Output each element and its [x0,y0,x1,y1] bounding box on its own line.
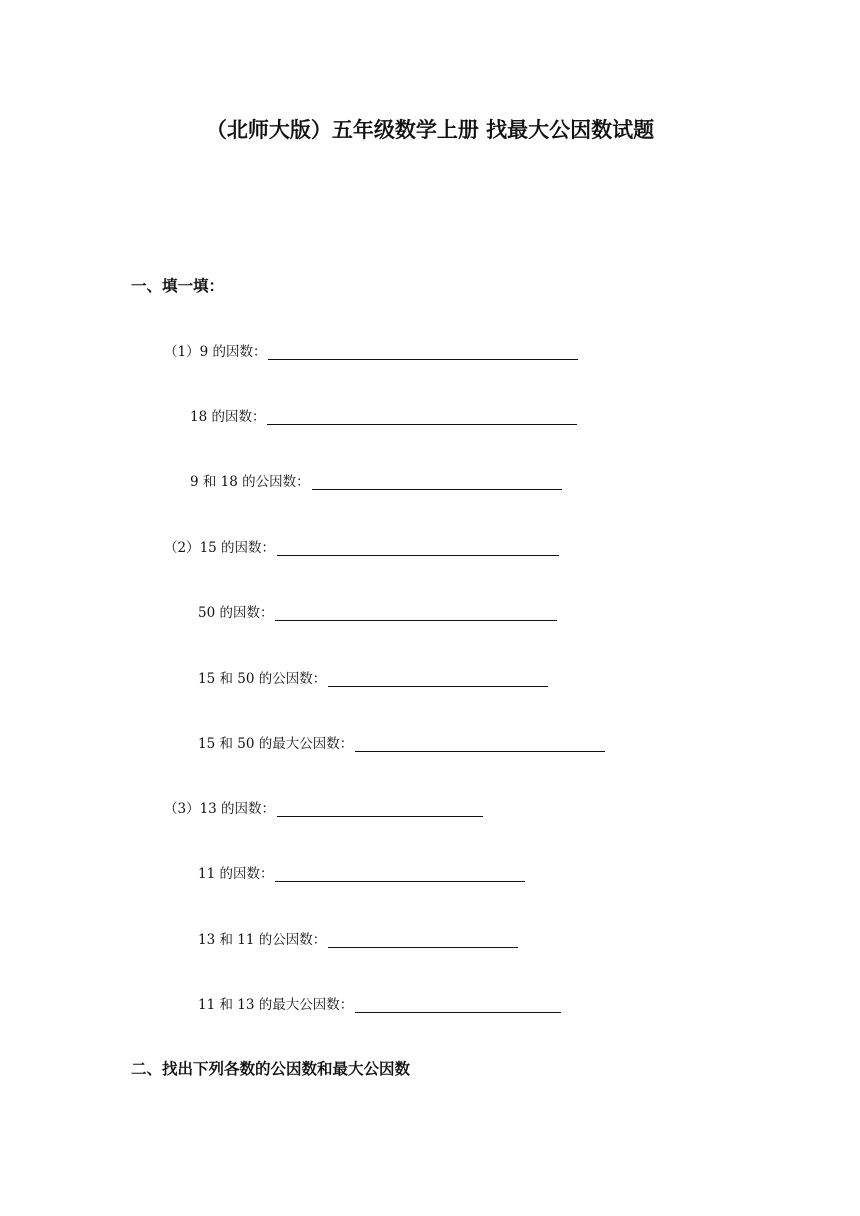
q1-common-factors [190,470,562,490]
q1-factors-of-18-blank[interactable] [267,410,577,425]
q2-common-factors [198,667,548,687]
q2-factors-of-15-label: （2）15 的因数： [164,540,276,556]
q3-factors-of-11 [198,862,525,882]
q2-factors-of-50-blank[interactable] [275,606,557,621]
q2-factors-of-50-label: 50 的因数： [198,605,274,621]
q2-greatest-common-factor [198,732,605,752]
q3-greatest-common-factor-blank[interactable] [355,998,561,1013]
q1-common-factors-label: 9 和 18 的公因数： [190,474,310,490]
q1-common-factors-blank[interactable] [312,475,562,490]
q3-factors-of-11-label: 11 的因数： [198,866,274,882]
q3-factors-of-13-label: （3）13 的因数： [164,801,276,817]
q3-factors-of-11-blank[interactable] [275,867,525,882]
document-title: （北师大版）五年级数学上册 找最大公因数试题 [205,118,655,142]
q3-greatest-common-factor [198,993,561,1013]
q2-greatest-common-factor-label: 15 和 50 的最大公因数： [198,736,354,752]
section-1-heading: 一、填一填： [131,277,225,295]
q2-common-factors-blank[interactable] [328,672,548,687]
q1-factors-of-9-label: （1）9 的因数： [164,344,267,360]
q3-common-factors-blank[interactable] [328,933,518,948]
q2-common-factors-label: 15 和 50 的公因数： [198,671,327,687]
q2-greatest-common-factor-blank[interactable] [355,737,605,752]
q1-factors-of-18-label: 18 的因数： [190,409,266,425]
q1-factors-of-9-blank[interactable] [268,345,578,360]
q3-common-factors [198,928,518,948]
q1-factors-of-18 [190,405,577,425]
q1-factors-of-9 [164,340,578,360]
q3-common-factors-label: 13 和 11 的公因数： [198,932,327,948]
q2-factors-of-15-blank[interactable] [277,541,559,556]
q2-factors-of-50 [198,601,557,621]
section-2-heading: 二、找出下列各数的公因数和最大公因数 [131,1060,411,1078]
q3-factors-of-13 [164,797,483,817]
q2-factors-of-15 [164,536,559,556]
q3-factors-of-13-blank[interactable] [277,802,483,817]
q3-greatest-common-factor-label: 11 和 13 的最大公因数： [198,997,354,1013]
